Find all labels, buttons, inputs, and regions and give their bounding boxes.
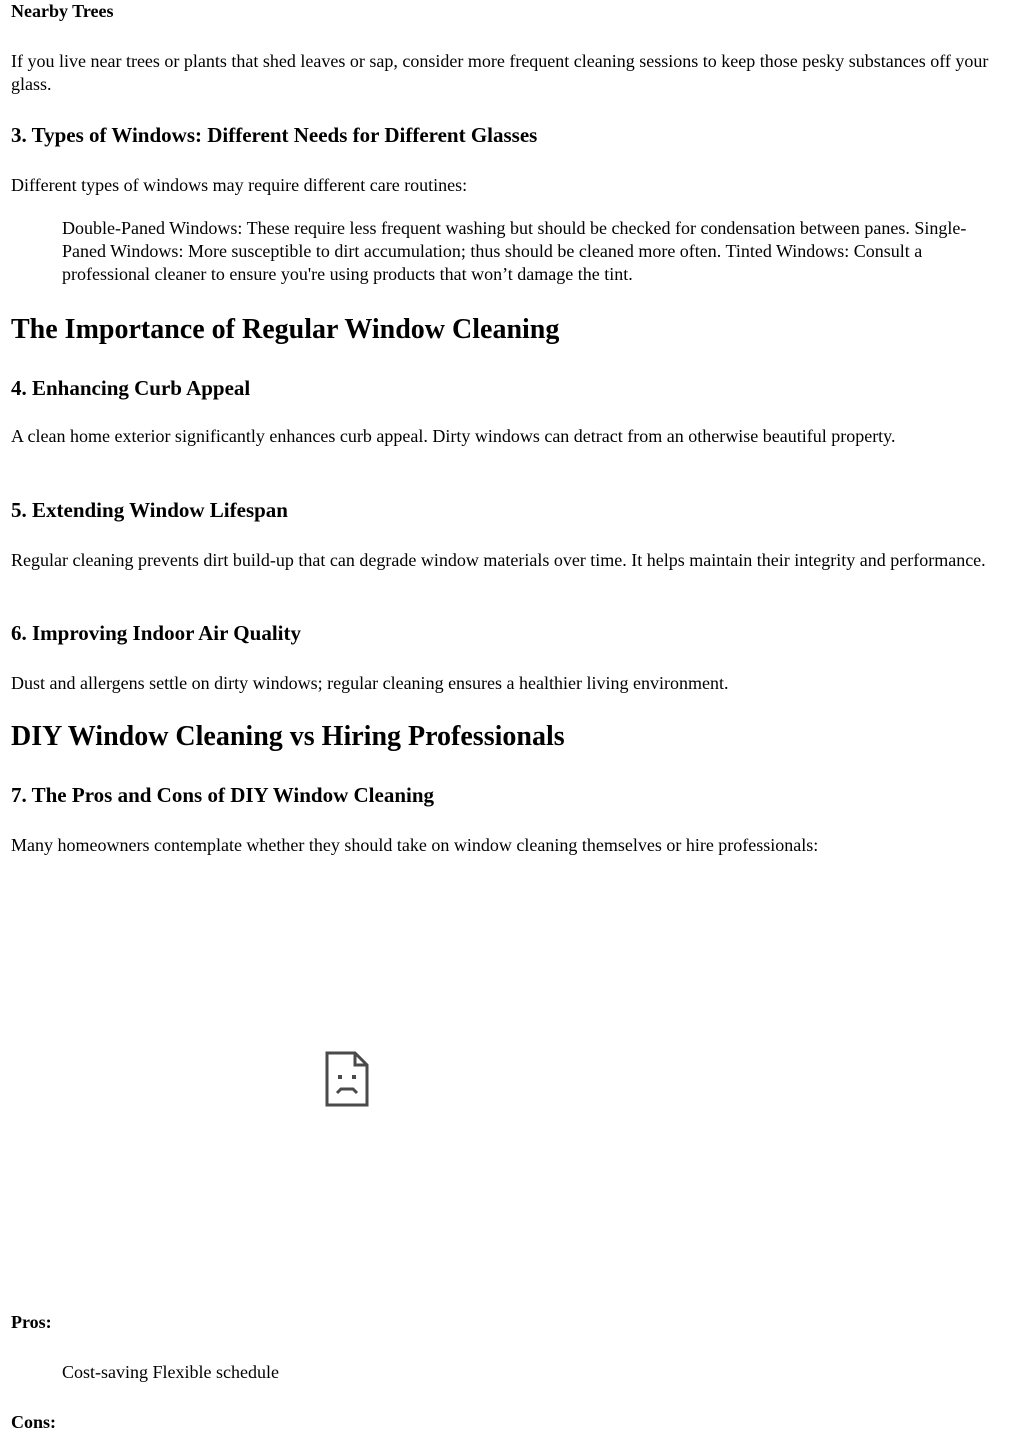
air-quality-heading: 6. Improving Indoor Air Quality [11, 621, 301, 645]
types-of-windows-intro: Different types of windows may require different care routines: [11, 175, 468, 195]
importance-heading: The Importance of Regular Window Cleaning [11, 314, 560, 345]
cons-label: Cons: [11, 1412, 57, 1432]
pros-list: Cost-saving Flexible schedule [62, 1362, 279, 1382]
window-lifespan-heading: 5. Extending Window Lifespan [11, 498, 288, 522]
diy-vs-professionals-heading: DIY Window Cleaning vs Hiring Professionals [11, 721, 565, 752]
pros-label: Pros: [11, 1312, 52, 1332]
types-of-windows-heading: 3. Types of Windows: Different Needs for Different Glasses [11, 123, 538, 147]
window-types-list: Double-Paned Windows: These require less frequent washing but should be checked for condensation between panes. Single-Paned Windows: More susceptible to dirt accumulation; thus should be cleaned more often. Tinted Windows: Consult a professional cleaner to ensure you're using products that won’t damage the tint. [62, 218, 967, 284]
broken-image-icon [325, 1051, 369, 1107]
diy-intro-paragraph: Many homeowners contemplate whether they should take on window cleaning themselves or hire professionals: [11, 835, 819, 855]
curb-appeal-heading: 4. Enhancing Curb Appeal [11, 376, 251, 400]
air-quality-paragraph: Dust and allergens settle on dirty windows; regular cleaning ensures a healthier living environment. [11, 673, 729, 693]
curb-appeal-paragraph: A clean home exterior significantly enhances curb appeal. Dirty windows can detract from an otherwise beautiful property. [11, 426, 896, 446]
nearby-trees-paragraph: If you live near trees or plants that shed leaves or sap, consider more frequent cleaning sessions to keep those pesky substances off your glass. [11, 51, 989, 94]
window-lifespan-paragraph: Regular cleaning prevents dirt build-up that can degrade window materials over time. It helps maintain their integrity and performance. [11, 550, 986, 570]
diy-pros-cons-heading: 7. The Pros and Cons of DIY Window Cleaning [11, 783, 435, 807]
nearby-trees-heading: Nearby Trees [11, 1, 114, 21]
